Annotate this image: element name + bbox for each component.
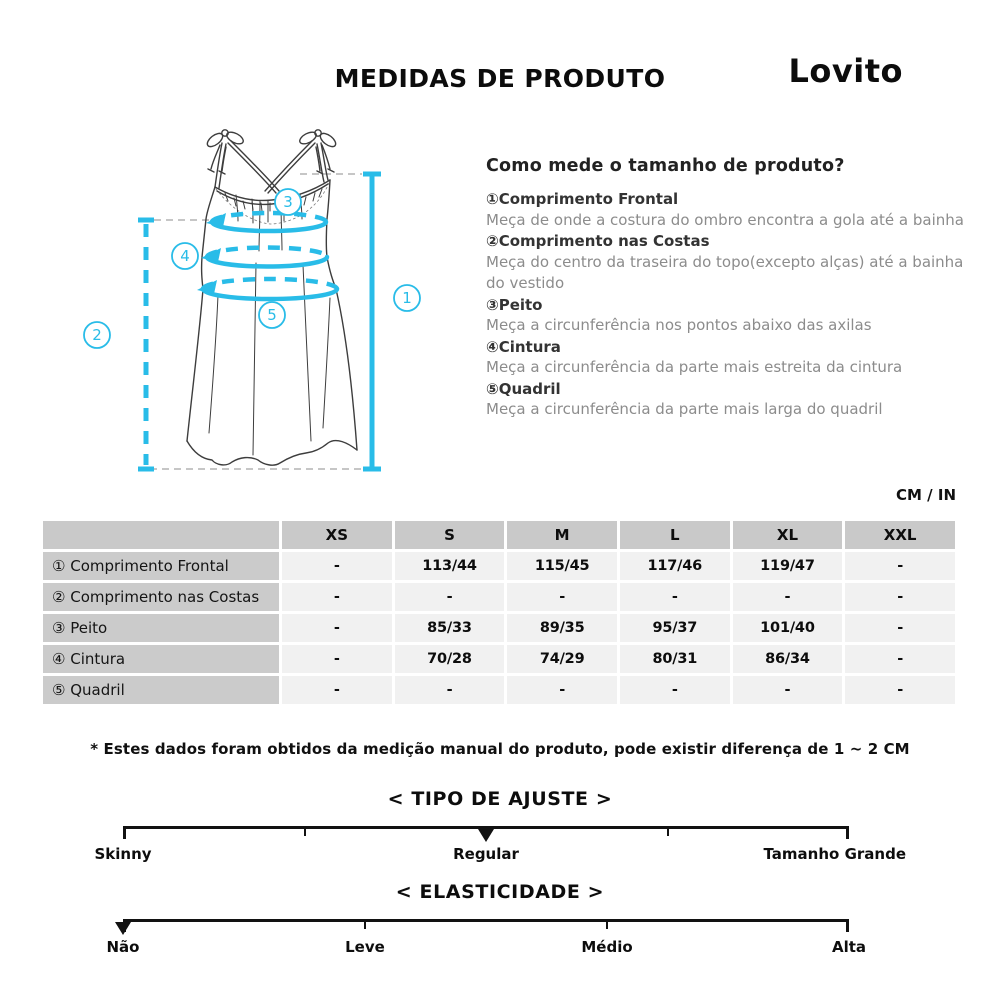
cell-value: - (845, 676, 955, 704)
badge-2 (84, 322, 110, 348)
elasticity-scale (106, 911, 867, 963)
elasticity-tick-third (364, 919, 366, 929)
how-to-title: Como mede o tamanho de produto? (486, 156, 845, 176)
measurement-disclaimer: * Estes dados foram obtidos da medição manual do produto, pode existir diferença de 1 ~ 2 CM (90, 740, 910, 758)
badge-1 (394, 285, 420, 311)
fit-tick-quarter (304, 826, 306, 836)
cell-value: - (845, 645, 955, 673)
table-row (43, 552, 955, 580)
size-table (40, 518, 958, 707)
elasticity-label-medium: Médio (581, 938, 633, 956)
svg-text:2: 2 (92, 326, 102, 344)
table-row (43, 583, 955, 611)
table-corner-cell (43, 521, 279, 549)
table-row (43, 676, 955, 704)
col-xs: XS (282, 521, 392, 549)
cell-value: 115/45 (507, 552, 617, 580)
guide-dashes (150, 174, 367, 469)
elasticity-scale-title: < ELASTICIDADE > (395, 881, 605, 903)
measure-item-waist: ④Cintura Meça a circunferência da parte mais estreita da cintura (486, 337, 903, 376)
elasticity-label-high: Alta (831, 938, 867, 956)
cell-value: 101/40 (733, 614, 843, 642)
badge-5 (259, 302, 285, 328)
measure-item-back-length: ②Comprimento nas Costas Meça do centro da traseira do topo(excepto alças) até a bainha do vestido (486, 232, 964, 292)
cell-value: - (282, 583, 392, 611)
badge-4 (172, 243, 198, 269)
svg-text:3: 3 (283, 193, 293, 211)
cell-value: 89/35 (507, 614, 617, 642)
how-to-measure-section (486, 156, 964, 421)
col-xl: XL (733, 521, 843, 549)
row-label-hip: ⑤ Quadril (43, 676, 279, 704)
cell-value: 80/31 (620, 645, 730, 673)
cell-value: 95/37 (620, 614, 730, 642)
page-title: MEDIDAS DE PRODUTO (334, 64, 666, 93)
cell-value: - (733, 583, 843, 611)
fit-scale-title: < TIPO DE AJUSTE > (387, 788, 613, 810)
fit-tick-end (846, 826, 849, 839)
units-label: CM / IN (896, 486, 956, 504)
cell-value: - (733, 676, 843, 704)
cell-value: - (845, 583, 955, 611)
row-label-front-length: ① Comprimento Frontal (43, 552, 279, 580)
cell-value: 113/44 (395, 552, 505, 580)
cell-value: - (507, 676, 617, 704)
fit-label-skinny: Skinny (94, 845, 152, 863)
measure-item-bust: ③Peito Meça a circunferência nos pontos abaixo das axilas (486, 295, 872, 334)
cell-value: - (395, 583, 505, 611)
cell-value: - (282, 676, 392, 704)
cell-value: - (282, 614, 392, 642)
elasticity-tick-two-third (606, 919, 608, 929)
cell-value: - (282, 552, 392, 580)
cell-value: 70/28 (395, 645, 505, 673)
elasticity-label-none: Não (106, 938, 140, 956)
svg-text:5: 5 (267, 306, 277, 324)
dress-measurement-diagram (60, 103, 492, 503)
elasticity-scale-line (123, 919, 849, 922)
cell-value: - (507, 583, 617, 611)
cell-value: - (845, 552, 955, 580)
measure-item-hip: ⑤Quadril Meça a circunferência da parte mais larga do quadril (486, 379, 883, 418)
elasticity-tick-end (846, 919, 849, 932)
measure-item-front-length: ①Comprimento Frontal Meça de onde a costura do ombro encontra a gola até a bainha (486, 190, 964, 229)
col-s: S (395, 521, 505, 549)
cell-value: - (395, 676, 505, 704)
cell-value: 74/29 (507, 645, 617, 673)
fit-tick-start (123, 826, 126, 839)
cell-value: 85/33 (395, 614, 505, 642)
badge-3 (275, 189, 301, 215)
cell-value: 117/46 (620, 552, 730, 580)
table-row (43, 614, 955, 642)
cell-value: - (282, 645, 392, 673)
fit-label-oversize: Tamanho Grande (763, 845, 906, 863)
svg-text:4: 4 (180, 247, 190, 265)
fit-scale (94, 818, 906, 870)
cell-value: - (620, 583, 730, 611)
col-xxl: XXL (845, 521, 955, 549)
cell-value: - (620, 676, 730, 704)
fit-marker-triangle-icon (478, 829, 494, 842)
col-l: L (620, 521, 730, 549)
table-row (43, 645, 955, 673)
row-label-back-length: ② Comprimento nas Costas (43, 583, 279, 611)
brand-logo: Lovito (788, 52, 903, 90)
fit-tick-three-quarter (667, 826, 669, 836)
elasticity-label-light: Leve (345, 938, 385, 956)
row-label-waist: ④ Cintura (43, 645, 279, 673)
svg-text:1: 1 (402, 289, 412, 307)
fit-label-regular: Regular (453, 845, 519, 863)
cell-value: 86/34 (733, 645, 843, 673)
size-table-header-row (43, 521, 955, 549)
cell-value: 119/47 (733, 552, 843, 580)
col-m: M (507, 521, 617, 549)
cell-value: - (845, 614, 955, 642)
elasticity-marker-triangle-icon (115, 922, 131, 935)
row-label-bust: ③ Peito (43, 614, 279, 642)
